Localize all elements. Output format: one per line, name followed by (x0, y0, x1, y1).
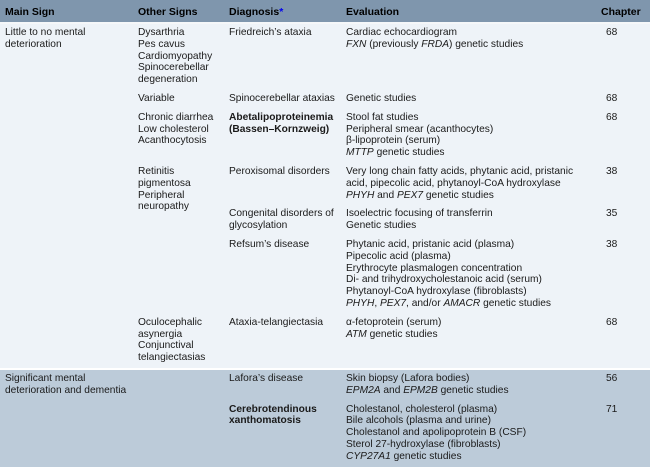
other-sign: Pes cavus (138, 38, 185, 50)
header-diagnosis (224, 0, 341, 23)
other-signs-cell (133, 90, 224, 109)
table-row (0, 369, 650, 401)
table-row (0, 23, 650, 90)
group-little-deterioration (0, 23, 650, 369)
other-sign: Conjunctival telangiectasias (138, 340, 206, 364)
evaluation-cell (341, 23, 596, 90)
evaluation-item: β-lipoprotein (serum) (346, 135, 441, 147)
header-row (0, 0, 650, 23)
evaluation-item: Di- and trihydroxycholestanoic acid (serum) (346, 274, 542, 286)
other-signs-cell (133, 109, 224, 163)
diagnosis-cell: Ataxia-telangiectasia (224, 314, 341, 369)
evaluation-item: Bile alcohols (plasma and urine) (346, 415, 491, 427)
other-signs-cell (133, 23, 224, 90)
diagnosis-cell: Abetalipoproteinemia (Bassen–Kornzweig) (224, 109, 341, 163)
evaluation-item: Cholestanol and apolipoprotein B (CSF) (346, 427, 527, 439)
chapter-cell: 56 (596, 369, 650, 401)
other-sign: Spinocerebellar degeneration (138, 62, 209, 86)
main-sign-cell (0, 369, 133, 467)
evaluation-item: Stool fat studies (346, 111, 419, 123)
header-other-signs: Other Signs (133, 0, 224, 23)
footnote-star[interactable]: * (279, 5, 284, 18)
evaluation-item: Phytanic acid, pristanic acid (plasma) (346, 238, 515, 250)
chapter-cell: 68 (596, 314, 650, 369)
chapter-cell: 68 (596, 23, 650, 90)
chapter-cell: 38 (596, 163, 650, 205)
evaluation-item: Very long chain fatty acids, phytanic acid, pristanic acid, pipecolic acid, phytanoyl-CoA hydroxylase (346, 165, 574, 189)
evaluation-item: Genetic studies (346, 92, 417, 104)
other-sign: Retinitis pigmentosa (138, 165, 191, 189)
evaluation-item: Phytanoyl-CoA hydroxylase (fibroblasts) (346, 286, 527, 298)
header-evaluation: Evaluation (341, 0, 596, 23)
chapter-cell: 68 (596, 109, 650, 163)
other-signs-cell (133, 314, 224, 369)
diagnosis-cell: Lafora’s disease (224, 369, 341, 401)
evaluation-item: Pipecolic acid (plasma) (346, 250, 451, 262)
header-main-sign: Main Sign (0, 0, 133, 23)
other-sign: Peripheral neuropathy (138, 189, 189, 213)
diagnosis-cell: Congenital disorders of glycosylation (224, 205, 341, 236)
diagnosis-cell: Spinocerebellar ataxias (224, 90, 341, 109)
evaluation-item: α-fetoprotein (serum) (346, 316, 442, 328)
main-sign-cell (0, 23, 133, 369)
evaluation-item: Genetic studies (346, 220, 417, 232)
evaluation-item: PHYH and PEX7 genetic studies (346, 189, 494, 201)
evaluation-cell (341, 90, 596, 109)
main-sign-text: Little to no mental deterioration (5, 27, 86, 50)
evaluation-cell (341, 401, 596, 467)
other-sign: Cardiomyopathy (138, 50, 213, 62)
diagnosis-cell: Refsum’s disease (224, 236, 341, 314)
evaluation-item: Cholestanol, cholesterol (plasma) (346, 403, 498, 415)
evaluation-item: ATM genetic studies (346, 328, 438, 340)
evaluation-item: PHYH, PEX7, and/or AMACR genetic studies (346, 297, 552, 309)
evaluation-item: Skin biopsy (Lafora bodies) (346, 372, 470, 384)
chapter-cell: 38 (596, 236, 650, 314)
other-signs-cell (133, 369, 224, 467)
chapter-cell: 35 (596, 205, 650, 236)
evaluation-item: EPM2A and EPM2B genetic studies (346, 384, 509, 396)
diagnosis-cell: Friedreich’s ataxia (224, 23, 341, 90)
evaluation-cell (341, 163, 596, 205)
evaluation-item: Erythrocyte plasmalogen concentration (346, 262, 523, 274)
evaluation-cell (341, 236, 596, 314)
evaluation-item: Sterol 27-hydroxylase (fibroblasts) (346, 438, 501, 450)
main-sign-text: Significant mental deterioration and dementia (5, 372, 127, 396)
evaluation-cell (341, 205, 596, 236)
diagnosis-cell: Cerebrotendinous xanthomatosis (224, 401, 341, 467)
evaluation-cell (341, 314, 596, 369)
evaluation-item: MTTP genetic studies (346, 147, 445, 159)
chapter-cell: 71 (596, 401, 650, 467)
header-diagnosis-label: Diagnosis (229, 5, 280, 18)
evaluation-item: CYP27A1 genetic studies (346, 450, 462, 462)
evaluation-item: Cardiac echocardiogram (346, 27, 457, 38)
evaluation-item: Peripheral smear (acanthocytes) (346, 123, 494, 135)
header-chapter: Chapter (596, 0, 650, 23)
other-sign: Oculocephalic asynergia (138, 316, 202, 340)
group-significant-deterioration (0, 369, 650, 467)
other-signs-cell (133, 163, 224, 314)
evaluation-item: Isoelectric focusing of transferrin (346, 208, 493, 220)
other-sign: Dysarthria (138, 27, 185, 38)
evaluation-cell (341, 369, 596, 401)
chapter-cell: 68 (596, 90, 650, 109)
evaluation-item: FXN (previously FRDA) genetic studies (346, 38, 524, 50)
diagnosis-cell: Peroxisomal disorders (224, 163, 341, 205)
other-sign: Acanthocytosis (138, 135, 207, 147)
other-sign: Variable (138, 92, 175, 104)
other-sign: Low cholesterol (138, 123, 209, 135)
other-sign: Chronic diarrhea (138, 111, 214, 123)
evaluation-cell (341, 109, 596, 163)
